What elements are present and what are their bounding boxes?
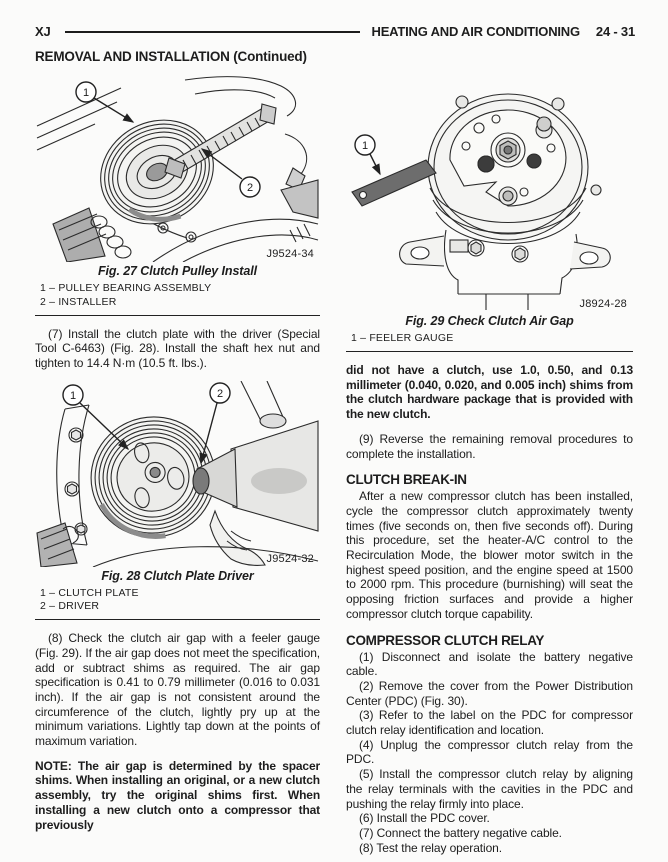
- fig28-callout-1-number: 1: [69, 389, 77, 402]
- fig29-callout-1-number: 1: [361, 140, 369, 152]
- fig29-code: J8924-28: [579, 298, 627, 310]
- right-column: [346, 72, 633, 855]
- clutch-break-in-body: After a new compressor clutch has been installed, cycle the compressor clutch approximately twenty times (five seconds on, then five seconds off). During this procedure, set the heater-A/C control to the Recirculation Mode, the blower motor switch in the highest speed position, and the engine speed at 1500 to 2000 rpm. This procedure (burnishing) will seat the opposing friction surfaces and provide a higher compressor clutch torque capability.: [346, 489, 633, 621]
- continued-heading: REMOVAL AND INSTALLATION (Continued): [35, 49, 307, 64]
- column-divider-rule: [346, 351, 633, 352]
- relay-step-5: (5) Install the compressor clutch relay by aligning the relay terminals with the cavities in the PDC and pushing the relay firmly into place.: [346, 767, 633, 811]
- fig28-legend-item: 2 – DRIVER: [40, 600, 100, 613]
- fig29-legend: [346, 332, 633, 344]
- fig27-callout-1-number: 1: [82, 87, 90, 99]
- relay-step-8: (8) Test the relay operation.: [359, 840, 502, 855]
- fig28-callout-2-number: 2: [216, 387, 224, 400]
- clutch-pulley-install-illustration: [35, 72, 320, 262]
- figure-27: [35, 72, 320, 262]
- note-continued-paragraph: did not have a clutch, use 1.0, 0.50, and 0.13 millimeter (0.040, 0.020, and 0.005 inch) shims from the clutch hardware package that is provided with the new clutch.: [346, 363, 633, 422]
- two-column-layout: [35, 72, 635, 855]
- relay-step-6: (6) Install the PDC cover.: [359, 811, 490, 826]
- section-title: HEATING AND AIR CONDITIONING: [371, 24, 580, 39]
- fig27-legend-item: 1 – PULLEY BEARING ASSEMBLY: [40, 282, 212, 294]
- fig28-caption: Fig. 28 Clutch Plate Driver: [101, 568, 254, 583]
- procedure-step-9: (9) Reverse the remaining removal procedures to complete the installation.: [346, 431, 633, 461]
- fig29-caption: Fig. 29 Check Clutch Air Gap: [405, 314, 574, 328]
- fig28-legend-item: 1 – CLUTCH PLATE: [40, 586, 139, 599]
- column-divider-rule: [35, 315, 320, 316]
- left-column: [35, 72, 320, 855]
- fig27-caption: Fig. 27 Clutch Pulley Install: [98, 264, 257, 278]
- relay-step-1: (1) Disconnect and isolate the battery negative cable.: [346, 649, 633, 679]
- note-paragraph: NOTE: The air gap is determined by the spacer shims. When installing an original, or a new clutch assembly, try the original shims first. When installing a new clutch onto a compressor that previously: [35, 758, 320, 832]
- relay-step-4: (4) Unplug the compressor clutch relay from the PDC.: [346, 737, 633, 767]
- model-code: XJ: [35, 24, 51, 39]
- page-number: 24 - 31: [595, 24, 635, 39]
- procedure-step-7: (7) Install the clutch plate with the driver (Special Tool C-6463) (Fig. 28). Install the shaft hex nut and tighten to 14.4 N·m (10.5 ft. lbs.).: [35, 326, 320, 370]
- fig27-legend: [35, 282, 320, 308]
- relay-procedure-steps: [346, 650, 633, 856]
- figure-29: [346, 72, 633, 312]
- fig27-legend-item: 2 – INSTALLER: [40, 295, 117, 308]
- relay-step-7: (7) Connect the battery negative cable.: [359, 825, 562, 840]
- fig28-legend: [35, 587, 320, 613]
- procedure-step-8: (8) Check the clutch air gap with a feeler gauge (Fig. 29). If the air gap does not meet the specification, add or subtract shims as required. The air gap specification is 0.41 to 0.79 millimeter (0.016 to 0.031 inch). If the air gap is not consistent around the circumference of the clutch, lightly pry up at the minimum variations. Lightly tap down at the points of maximum variation.: [35, 631, 320, 749]
- section-heading-compressor-clutch-relay: COMPRESSOR CLUTCH RELAY: [346, 632, 545, 648]
- clutch-plate-driver-illustration: [35, 381, 320, 567]
- check-clutch-air-gap-illustration: [346, 72, 633, 312]
- relay-step-2: (2) Remove the cover from the Power Distribution Center (PDC) (Fig. 30).: [346, 678, 633, 708]
- section-heading-clutch-break-in: CLUTCH BREAK-IN: [346, 472, 467, 488]
- fig29-legend-item: 1 – FEELER GAUGE: [351, 332, 454, 344]
- page-header: [35, 24, 635, 39]
- fig27-code: J9524-34: [266, 248, 314, 260]
- relay-step-3: (3) Refer to the label on the PDC for compressor clutch relay identification and location.: [346, 708, 633, 738]
- header-rule: [65, 31, 360, 33]
- fig28-code: J9524-32: [266, 552, 314, 565]
- fig27-callout-2-number: 2: [246, 182, 254, 194]
- column-divider-rule: [35, 619, 320, 620]
- figure-28: [35, 381, 320, 567]
